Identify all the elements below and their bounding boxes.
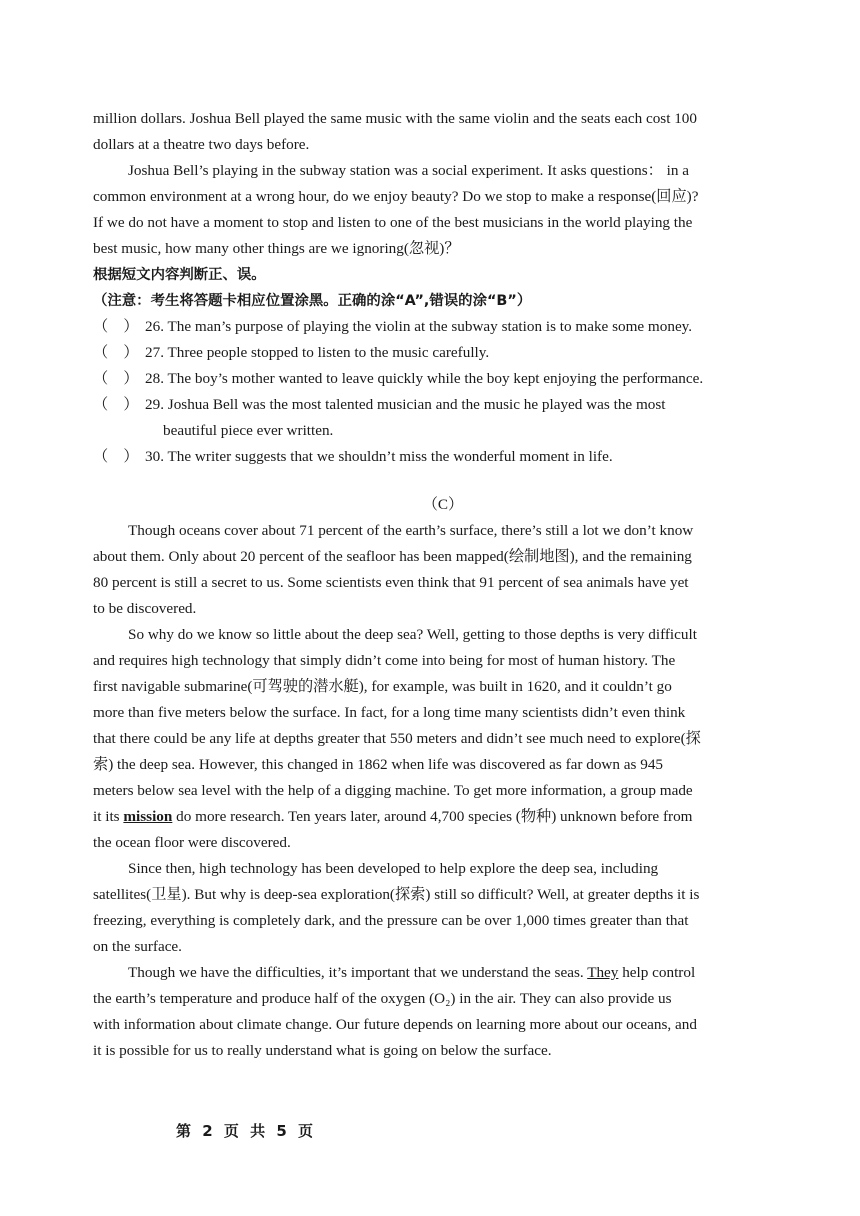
keyword-they: They [587,964,619,981]
text-line [93,804,793,830]
text-segment: help control [618,964,696,981]
text-line: 80 percent is still a secret to us. Some scientists even think that 91 percent of sea animals have yet [93,574,689,591]
text-line: 索) the deep sea. However, this changed in 1862 when life was discovered as far down as 945 [93,756,664,773]
text-line: Joshua Bell’s playing in the subway station was a social experiment. It asks questions： in a [128,162,690,179]
text-line: common environment at a wrong hour, do we enjoy beauty? Do we stop to make a response(回应)? [93,188,699,205]
question-text: 27. Three people stopped to listen to the music carefully. [145,344,490,361]
text-line: with information about climate change. Our future depends on learning more about our oceans, and [93,1016,697,1033]
text-line: So why do we know so little about the deep sea? Well, getting to those depths is very difficult [128,626,697,643]
text-line: freezing, everything is completely dark, and the pressure can be over 1,000 times greater than that [93,912,689,929]
questions-list [93,314,793,470]
text-line: dollars at a theatre two days before. [93,136,310,153]
answer-blank[interactable]: （ ） [93,396,139,413]
text-line: it is possible for us to really understand what is going on below the surface. [93,1042,552,1059]
instructions-title: 根据短文内容判断正、误。 [93,267,266,283]
document-page [93,106,793,1064]
text-line: about them. Only about 20 percent of the seafloor has been mapped(绘制地图), and the remaining [93,548,692,565]
answer-blank[interactable]: （ ） [93,370,139,387]
text-line: that there could be any life at depths greater that 550 meters and didn’t see much need to explore(探 [93,730,701,747]
text-line: million dollars. Joshua Bell played the same music with the same violin and the seats each cost 100 [93,110,697,127]
text-line: on the surface. [93,938,182,955]
question-text: 28. The boy’s mother wanted to leave quickly while the boy kept enjoying the performance. [145,370,704,387]
question-29-continued: beautiful piece ever written. [163,422,334,439]
passage-b-end [93,106,793,262]
question-text: 26. The man’s purpose of playing the violin at the subway station is to make some money. [145,318,693,335]
text-line: best music, how many other things are we ignoring(忽视)？ [93,240,460,257]
text-line: first navigable submarine(可驾驶的潜水艇), for example, was built in 1620, and it couldn’t go [93,678,672,695]
question-26 [93,314,793,340]
page-number-footer: 第 2 页 共 5 页 [176,1122,316,1140]
text-line: more than five meters below the surface. In fact, for a long time many scientists didn’t even think [93,704,686,721]
passage-c [93,518,793,1064]
text-line: Though oceans cover about 71 percent of the earth’s surface, there’s still a lot we don’t know [128,522,694,539]
question-text: 30. The writer suggests that we shouldn’t miss the wonderful moment in life. [145,448,613,465]
text-line [93,960,793,986]
text-segment: it its [93,808,124,825]
text-line: meters below sea level with the help of a digging machine. To get more information, a group made [93,782,693,799]
text-line: the ocean floor were discovered. [93,834,291,851]
text-line: and requires high technology that simply didn’t come into being for most of human history. The [93,652,676,669]
question-27 [93,340,793,366]
text-segment: do more research. Ten years later, around 4,700 species (物种) unknown before from [172,808,693,825]
question-28 [93,366,793,392]
keyword-mission: mission [123,808,173,825]
text-line: satellites(卫星). But why is deep-sea exploration(探索) still so difficult? Well, at greater depths it is [93,886,700,903]
answer-blank[interactable]: （ ） [93,344,139,361]
text-line: Since then, high technology has been developed to help explore the deep sea, including [128,860,659,877]
answer-blank[interactable]: （ ） [93,318,139,335]
question-text: 29. Joshua Bell was the most talented musician and the music he played was the most [145,396,666,413]
question-29 [93,392,793,418]
answer-blank[interactable]: （ ） [93,448,139,465]
text-segment: Though we have the difficulties, it’s important that we understand the seas. [128,964,588,981]
text-line: to be discovered. [93,600,197,617]
section-c-heading: （C） [422,496,464,513]
text-line: the earth’s temperature and produce half of the oxygen (O₂) in the air. They can also provide us [93,990,672,1007]
question-30 [93,444,793,470]
instructions-note: （注意：考生将答题卡相应位置涂黑。正确的涂“A”,错误的涂“B”） [93,293,532,309]
text-line: If we do not have a moment to stop and listen to one of the best musicians in the world playing the [93,214,693,231]
